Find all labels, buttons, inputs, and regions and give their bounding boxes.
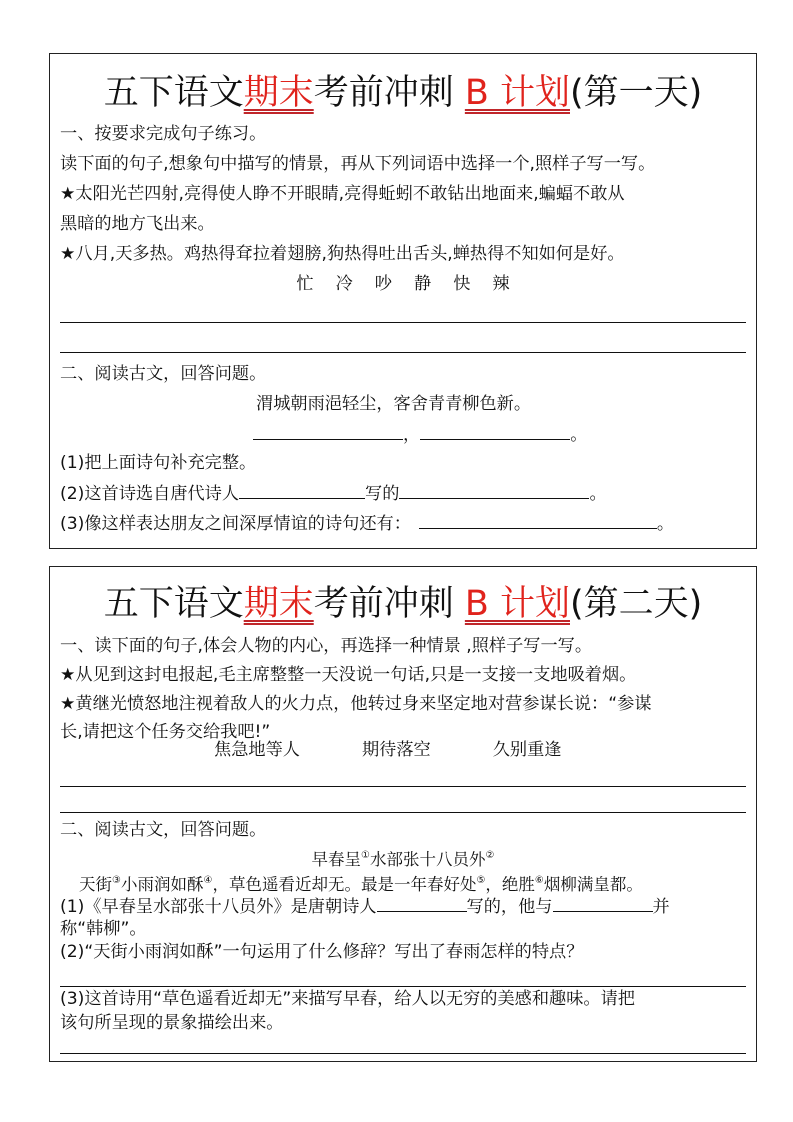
question-2 (60, 482, 607, 505)
q3-end: 。 (656, 514, 675, 534)
footnote-marker: ② (485, 850, 495, 861)
day2-worksheet (49, 566, 757, 1062)
q2-end: 。 (589, 484, 607, 504)
example1: ★从见到这封电报起,毛主席整整一天没说一句话,只是一支接一支地吸着烟。 (60, 665, 637, 685)
question-3-line2: 该句所呈现的景象描绘出来。 (60, 1013, 284, 1033)
scenario-choice: 期待落空 (361, 740, 431, 760)
word-choice: 冷 (335, 274, 353, 294)
poem-title-part: 水部张十八员外 (370, 850, 486, 869)
word-choice: 吵 (374, 274, 392, 294)
poem-title (50, 845, 756, 871)
footnote-marker: ④ (203, 875, 213, 886)
poem-title-blank[interactable] (399, 482, 589, 499)
page-title (50, 584, 756, 624)
q1-end: 并 (652, 897, 670, 917)
example2-line2: 长,请把这个任务交给我吧!” (60, 722, 271, 742)
comma: ， (403, 425, 421, 445)
day1-worksheet (49, 53, 757, 549)
word-choices (50, 273, 756, 295)
q2-middle: 写的 (365, 484, 400, 504)
title-suffix: (第二天) (570, 584, 703, 624)
title-prefix: 五下语文 (103, 73, 244, 113)
word-choice: 忙 (296, 274, 314, 294)
poem-text: ，绝胜 (485, 875, 535, 894)
scenario-choice: 焦急地等人 (214, 740, 300, 760)
word-choice: 辣 (492, 274, 510, 294)
question-1-line2: 称“韩柳”。 (60, 919, 147, 939)
friendship-poem-blank[interactable] (419, 512, 657, 529)
poem-text: ，草色遥看近却无。最是一年春好处 (212, 875, 477, 894)
poem-body (79, 870, 643, 896)
answer-line[interactable] (60, 352, 746, 353)
question-2: (2)“天街小雨润如酥”一句运用了什么修辞？写出了春雨怎样的特点？ (60, 942, 584, 962)
title-highlight-final: 期末 (243, 584, 314, 624)
answer-line[interactable] (60, 812, 746, 813)
title-highlight-final: 期末 (243, 73, 314, 113)
poet-blank[interactable] (377, 895, 467, 912)
example1-line2: 黑暗的地方飞出来。 (60, 214, 215, 234)
example2-line1: ★黄继光愤怒地注视着敌人的火力点，他转过身来坚定地对营参谋长说：“参谋 (60, 694, 652, 714)
answer-line[interactable] (60, 986, 746, 987)
poem-text: 天街 (79, 875, 112, 894)
title-middle: 考前冲刺 (313, 73, 465, 113)
page-title (50, 73, 756, 113)
poem-fill-row (253, 423, 587, 446)
partner-poet-blank[interactable] (553, 895, 653, 912)
title-highlight-plan: B 计划 (464, 584, 570, 624)
poem-blank-1[interactable] (253, 423, 403, 440)
word-choice: 快 (453, 274, 471, 294)
footnote-marker: ③ (112, 875, 121, 886)
scenario-choices (214, 739, 561, 761)
poet-blank[interactable] (239, 482, 365, 499)
section2-heading: 二、阅读古文，回答问题。 (60, 820, 267, 840)
period: 。 (570, 425, 588, 445)
title-suffix: (第一天) (570, 73, 703, 113)
word-choice: 静 (414, 274, 432, 294)
footnote-marker: ⑥ (534, 875, 544, 886)
section1-heading: 一、读下面的句子,体会人物的内心，再选择一种情景 ,照样子写一写。 (60, 636, 593, 656)
question-1: (1)把上面诗句补充完整。 (60, 453, 257, 473)
answer-line[interactable] (60, 1053, 746, 1054)
poem-text: 小雨润如酥 (120, 875, 204, 894)
title-middle: 考前冲刺 (313, 584, 465, 624)
question-3-line1: (3)这首诗用“草色遥看近却无”来描写早春，给人以无穷的美感和趣味。请把 (60, 989, 635, 1009)
question-3 (60, 512, 674, 535)
scenario-choice: 久别重逢 (492, 740, 562, 760)
footnote-marker: ⑤ (476, 875, 486, 886)
section1-instruction: 读下面的句子,想象句中描写的情景，再从下列词语中选择一个,照样子写一写。 (60, 154, 656, 174)
footnote-marker: ① (361, 850, 370, 861)
title-prefix: 五下语文 (103, 584, 244, 624)
poem-title-part: 早春呈 (311, 850, 362, 869)
q1-prefix: (1)《早春呈水部张十八员外》是唐朝诗人 (60, 897, 377, 917)
answer-line[interactable] (60, 786, 746, 787)
title-highlight-plan: B 计划 (464, 73, 570, 113)
q2-prefix: (2)这首诗选自唐代诗人 (60, 484, 240, 504)
question-1-line1 (60, 895, 670, 918)
q3-prefix: (3)像这样表达朋友之间深厚情谊的诗句还有： (60, 514, 411, 534)
section2-heading: 二、阅读古文，回答问题。 (60, 364, 267, 384)
q1-middle: 写的，他与 (466, 897, 553, 917)
poem-blank-2[interactable] (420, 423, 570, 440)
example2: ★八月,天多热。鸡热得耷拉着翅膀,狗热得吐出舌头,蝉热得不知如何是好。 (60, 244, 625, 264)
poem-line: 渭城朝雨浥轻尘，客舍青青柳色新。 (256, 394, 532, 414)
poem-text: 烟柳满皇都。 (543, 875, 643, 894)
section1-heading: 一、按要求完成句子练习。 (60, 124, 267, 144)
example1-line1: ★太阳光芒四射,亮得使人睁不开眼睛,亮得蚯蚓不敢钻出地面来,蝙蝠不敢从 (60, 184, 625, 204)
answer-line[interactable] (60, 322, 746, 323)
